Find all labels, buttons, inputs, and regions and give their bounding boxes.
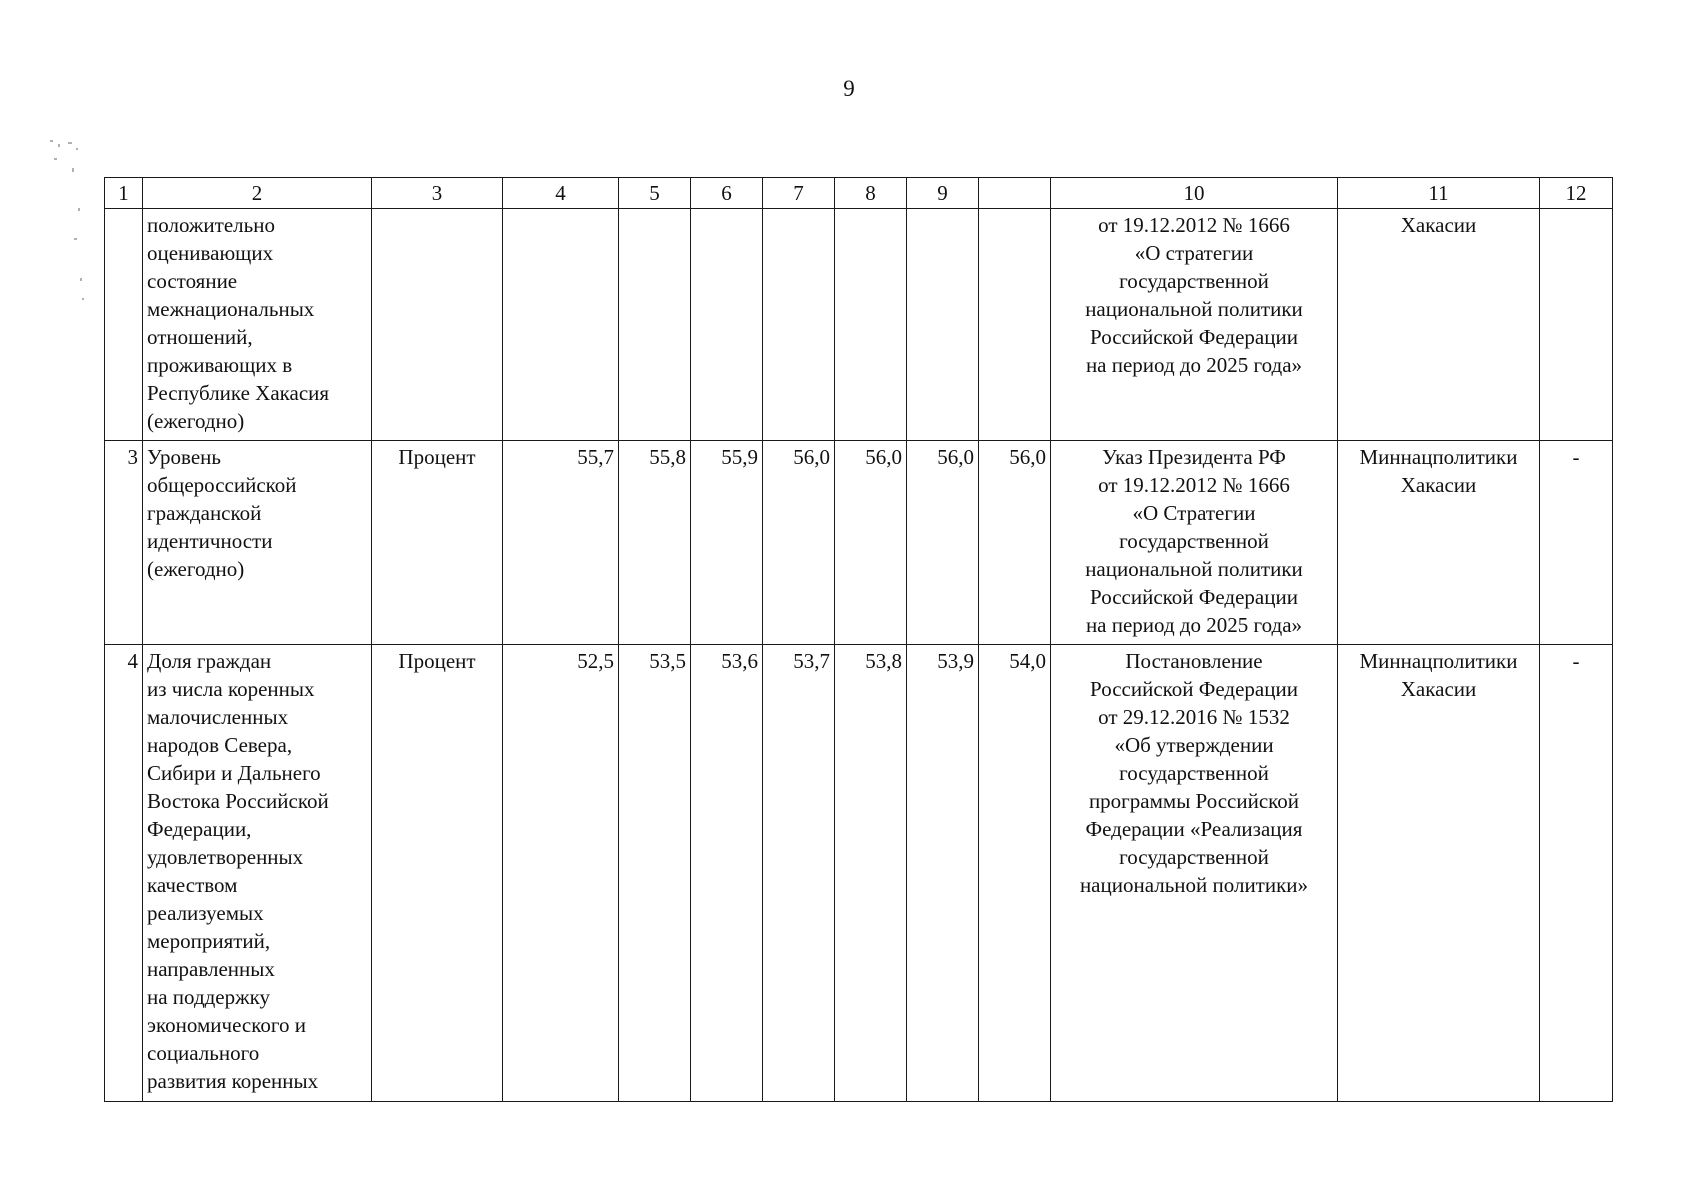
header-cell: 2 — [143, 178, 372, 209]
text-line: Миннацполитики — [1359, 445, 1518, 469]
responsible-body — [1338, 209, 1540, 441]
text-line: (ежегодно) — [147, 409, 245, 433]
text-line: Указ Президента РФ — [1102, 445, 1286, 469]
note-cell: - — [1540, 645, 1613, 1102]
text-line: качеством — [147, 873, 238, 897]
text-line: Доля граждан — [147, 649, 272, 673]
responsible-body — [1338, 441, 1540, 645]
column-number-row — [105, 178, 1613, 209]
text-line: оценивающих — [147, 241, 274, 265]
value-cell: 56,0 — [835, 441, 907, 645]
text-line: Российской Федерации — [1090, 325, 1298, 349]
row-number — [105, 209, 143, 441]
text-line: Российской Федерации — [1090, 677, 1298, 701]
value-cell — [835, 209, 907, 441]
text-line: идентичности — [147, 529, 273, 553]
value-cell: 56,0 — [979, 441, 1051, 645]
text-line: национальной политики — [1085, 297, 1303, 321]
value-cell: 55,9 — [691, 441, 763, 645]
header-cell: 4 — [503, 178, 619, 209]
text-line: проживающих в — [147, 353, 293, 377]
header-cell: 3 — [372, 178, 503, 209]
text-line: Федерации, — [147, 817, 252, 841]
text-line: Российской Федерации — [1090, 585, 1298, 609]
row-number: 4 — [105, 645, 143, 1102]
text-line: реализуемых — [147, 901, 264, 925]
unit-cell: Процент — [372, 645, 503, 1102]
value-cell — [619, 209, 691, 441]
indicator-name — [143, 441, 372, 645]
table-row — [105, 209, 1613, 441]
text-line: Хакасии — [1400, 473, 1477, 497]
value-cell — [979, 209, 1051, 441]
text-line: мероприятий, — [147, 929, 271, 953]
unit-cell: Процент — [372, 441, 503, 645]
text-line: от 19.12.2012 № 1666 — [1098, 213, 1290, 237]
text-line: экономического и — [147, 1013, 306, 1037]
indicators-table — [104, 177, 1613, 1102]
text-line: на период до 2025 года» — [1085, 613, 1303, 637]
text-line: общероссийской — [147, 473, 297, 497]
header-cell: 12 — [1540, 178, 1613, 209]
text-line: (ежегодно) — [147, 557, 245, 581]
header-cell: 9 — [907, 178, 979, 209]
text-line: Востока Российской — [147, 789, 329, 813]
header-cell: 5 — [619, 178, 691, 209]
header-cell: 10 — [1051, 178, 1338, 209]
text-line: Республике Хакасия — [147, 381, 330, 405]
text-line: от 29.12.2016 № 1532 — [1098, 705, 1290, 729]
text-line: из числа коренных — [147, 677, 315, 701]
text-line: отношений, — [147, 325, 253, 349]
header-cell — [979, 178, 1051, 209]
unit-cell — [372, 209, 503, 441]
text-line: «Об утверждении — [1114, 733, 1274, 757]
table-row — [105, 645, 1613, 1102]
row-number: 3 — [105, 441, 143, 645]
text-line: малочисленных — [147, 705, 289, 729]
text-line: Сибири и Дальнего — [147, 761, 321, 785]
note-cell — [1540, 209, 1613, 441]
value-cell: 53,5 — [619, 645, 691, 1102]
value-cell: 55,8 — [619, 441, 691, 645]
value-cell: 53,8 — [835, 645, 907, 1102]
text-line: направленных — [147, 957, 275, 981]
text-line: состояние — [147, 269, 238, 293]
header-cell: 11 — [1338, 178, 1540, 209]
value-cell — [763, 209, 835, 441]
value-cell — [503, 209, 619, 441]
text-line: народов Севера, — [147, 733, 293, 757]
header-cell: 6 — [691, 178, 763, 209]
value-cell: 53,7 — [763, 645, 835, 1102]
responsible-body — [1338, 645, 1540, 1102]
indicator-name — [143, 209, 372, 441]
header-cell: 8 — [835, 178, 907, 209]
note-cell: - — [1540, 441, 1613, 645]
text-line: государственной — [1119, 529, 1269, 553]
text-line: «О стратегии — [1134, 241, 1254, 265]
text-line: Уровень — [147, 445, 221, 469]
text-line: государственной — [1119, 761, 1269, 785]
value-cell — [691, 209, 763, 441]
text-line: гражданской — [147, 501, 262, 525]
table-row — [105, 441, 1613, 645]
value-cell: 54,0 — [979, 645, 1051, 1102]
text-line: «О Стратегии — [1132, 501, 1256, 525]
text-line: от 19.12.2012 № 1666 — [1098, 473, 1290, 497]
text-line: Миннацполитики — [1359, 649, 1518, 673]
text-line: положительно — [147, 213, 275, 237]
text-line: государственной — [1119, 269, 1269, 293]
text-line: Федерации «Реализация — [1085, 817, 1303, 841]
text-line: государственной — [1119, 845, 1269, 869]
legal-basis — [1051, 645, 1338, 1102]
text-line: развития коренных — [147, 1069, 319, 1093]
value-cell: 53,9 — [907, 645, 979, 1102]
value-cell: 52,5 — [503, 645, 619, 1102]
value-cell — [907, 209, 979, 441]
value-cell: 55,7 — [503, 441, 619, 645]
text-line: удовлетворенных — [147, 845, 304, 869]
text-line: национальной политики — [1085, 557, 1303, 581]
header-cell: 1 — [105, 178, 143, 209]
text-line: межнациональных — [147, 297, 315, 321]
indicator-name — [143, 645, 372, 1102]
text-line: на поддержку — [147, 985, 271, 1009]
text-line: Хакасии — [1400, 213, 1477, 237]
text-line: программы Российской — [1088, 789, 1300, 813]
legal-basis — [1051, 441, 1338, 645]
value-cell: 56,0 — [907, 441, 979, 645]
page-number: 9 — [843, 76, 855, 101]
text-line: на период до 2025 года» — [1085, 353, 1303, 377]
text-line: национальной политики» — [1079, 873, 1309, 897]
text-line: Постановление — [1125, 649, 1263, 673]
value-cell: 56,0 — [763, 441, 835, 645]
header-cell: 7 — [763, 178, 835, 209]
value-cell: 53,6 — [691, 645, 763, 1102]
legal-basis — [1051, 209, 1338, 441]
text-line: социального — [147, 1041, 260, 1065]
text-line: Хакасии — [1400, 677, 1477, 701]
scan-artifact — [48, 138, 108, 338]
